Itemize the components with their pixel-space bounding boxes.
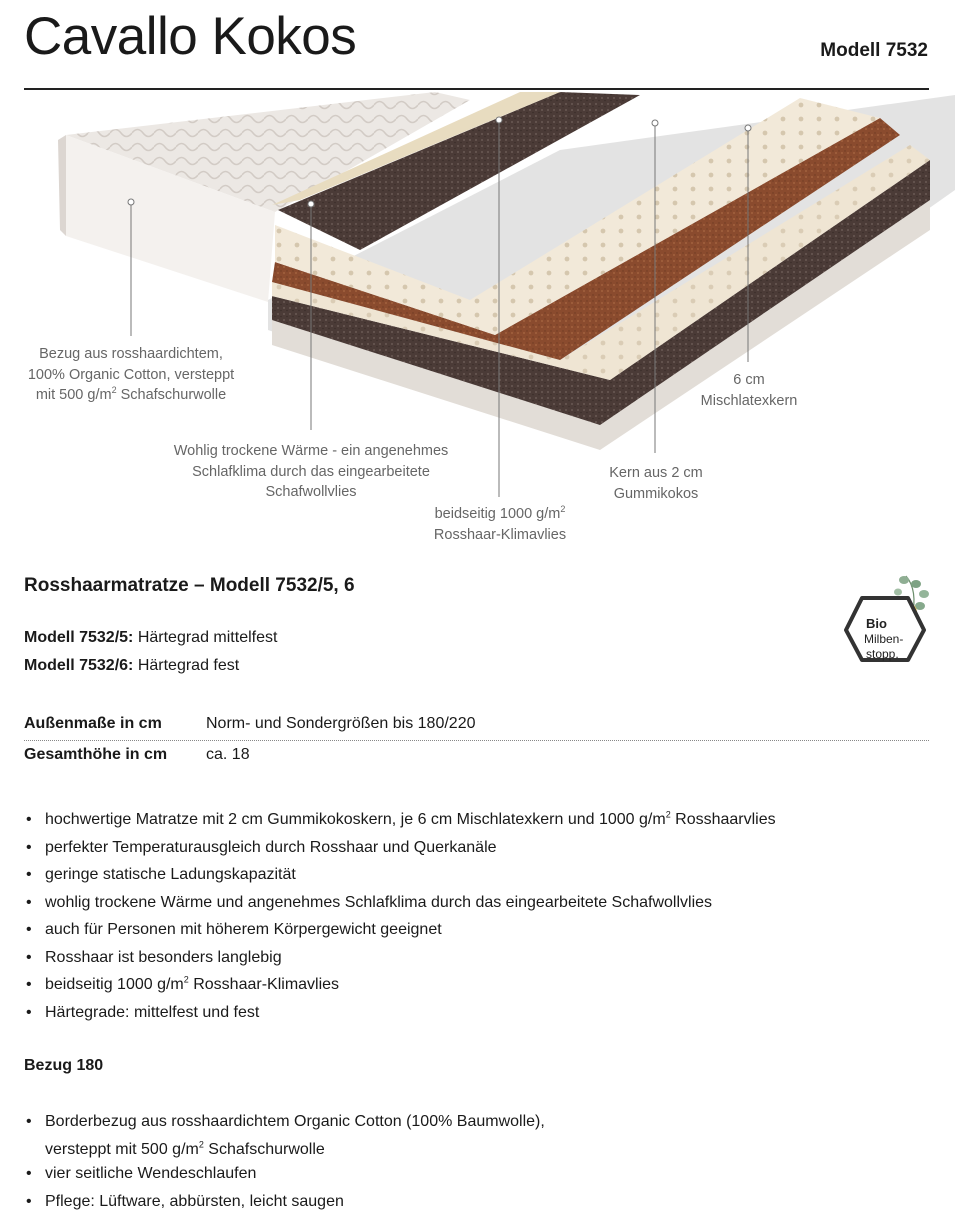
list-item: • wohlig trockene Wärme und angenehmes Schlafklima durch das eingearbeitete Schafwollvlies (24, 893, 929, 921)
list-item: • perfekter Temperaturausgleich durch Rosshaar und Querkanäle (24, 838, 929, 866)
page-title: Cavallo Kokos (24, 7, 357, 66)
annotation-cover: Bezug aus rosshaardichtem, 100% Organic Cotton, versteppt mit 500 $g/m^2$ Schafschurwolle (27, 346, 235, 403)
list-item: • auch für Personen mit höherem Körpergewicht geeignet (24, 920, 929, 948)
cover-list (24, 1112, 929, 1219)
model-number: Modell 7532 (820, 40, 928, 61)
cover-section-heading: Bezug 180 (24, 1057, 104, 1074)
list-item: • Härtegrade: mittelfest und fest (24, 1003, 929, 1031)
features-list (24, 810, 929, 1030)
table-divider (24, 740, 929, 741)
product-heading: Rosshaarmatratze – Modell 7532/5, 6 (24, 575, 355, 596)
svg-text:stopp.: stopp. (866, 647, 899, 661)
svg-text:Milben-: Milben- (864, 632, 904, 646)
list-item: • Pflege: Lüftware, abbürsten, leicht saugen (24, 1192, 929, 1220)
list-item: • vier seitliche Wendeschlaufen (24, 1164, 929, 1192)
annotation-core: Kern aus 2 cm Gummikokos (609, 465, 703, 502)
list-item: • Borderbezug aus rosshaardichtem Organic Cotton (100% Baumwolle), versteppt mit 500 $g/m^2$ Schafschurwolle (24, 1108, 929, 1164)
list-item: • Rosshaar ist besonders langlebig (24, 948, 929, 976)
annotation-latex: 6 cm Mischlatexkern (700, 372, 798, 409)
list-item: • geringe statische Ladungskapazität (24, 865, 929, 893)
spec-firmness-firm: Modell 7532/6: Härtegrad fest (24, 657, 240, 674)
list-item: • beidseitig 1000 $g/m^2$ Rosshaar-Klimavlies (24, 975, 929, 1003)
list-item: • hochwertige Matratze mit 2 cm Gummikokoskern, je 6 cm Mischlatexkern und 1000 $g/m^2$ Rosshaarvlies (24, 810, 929, 838)
bio-mite-stop-badge (838, 566, 938, 678)
svg-text:Bio: Bio (866, 616, 887, 631)
annotation-wool: Wohlig trockene Wärme - ein angenehmes Schlafklima durch das eingearbeitete Schafwollvlies (173, 443, 449, 500)
spec-firmness-medium: Modell 7532/5: Härtegrad mittelfest (24, 629, 278, 646)
annotation-horsehair: beidseitig 1000 $g/m^2$ Rosshaar-Klimavlies (433, 504, 567, 543)
mattress-illustration (0, 90, 960, 560)
